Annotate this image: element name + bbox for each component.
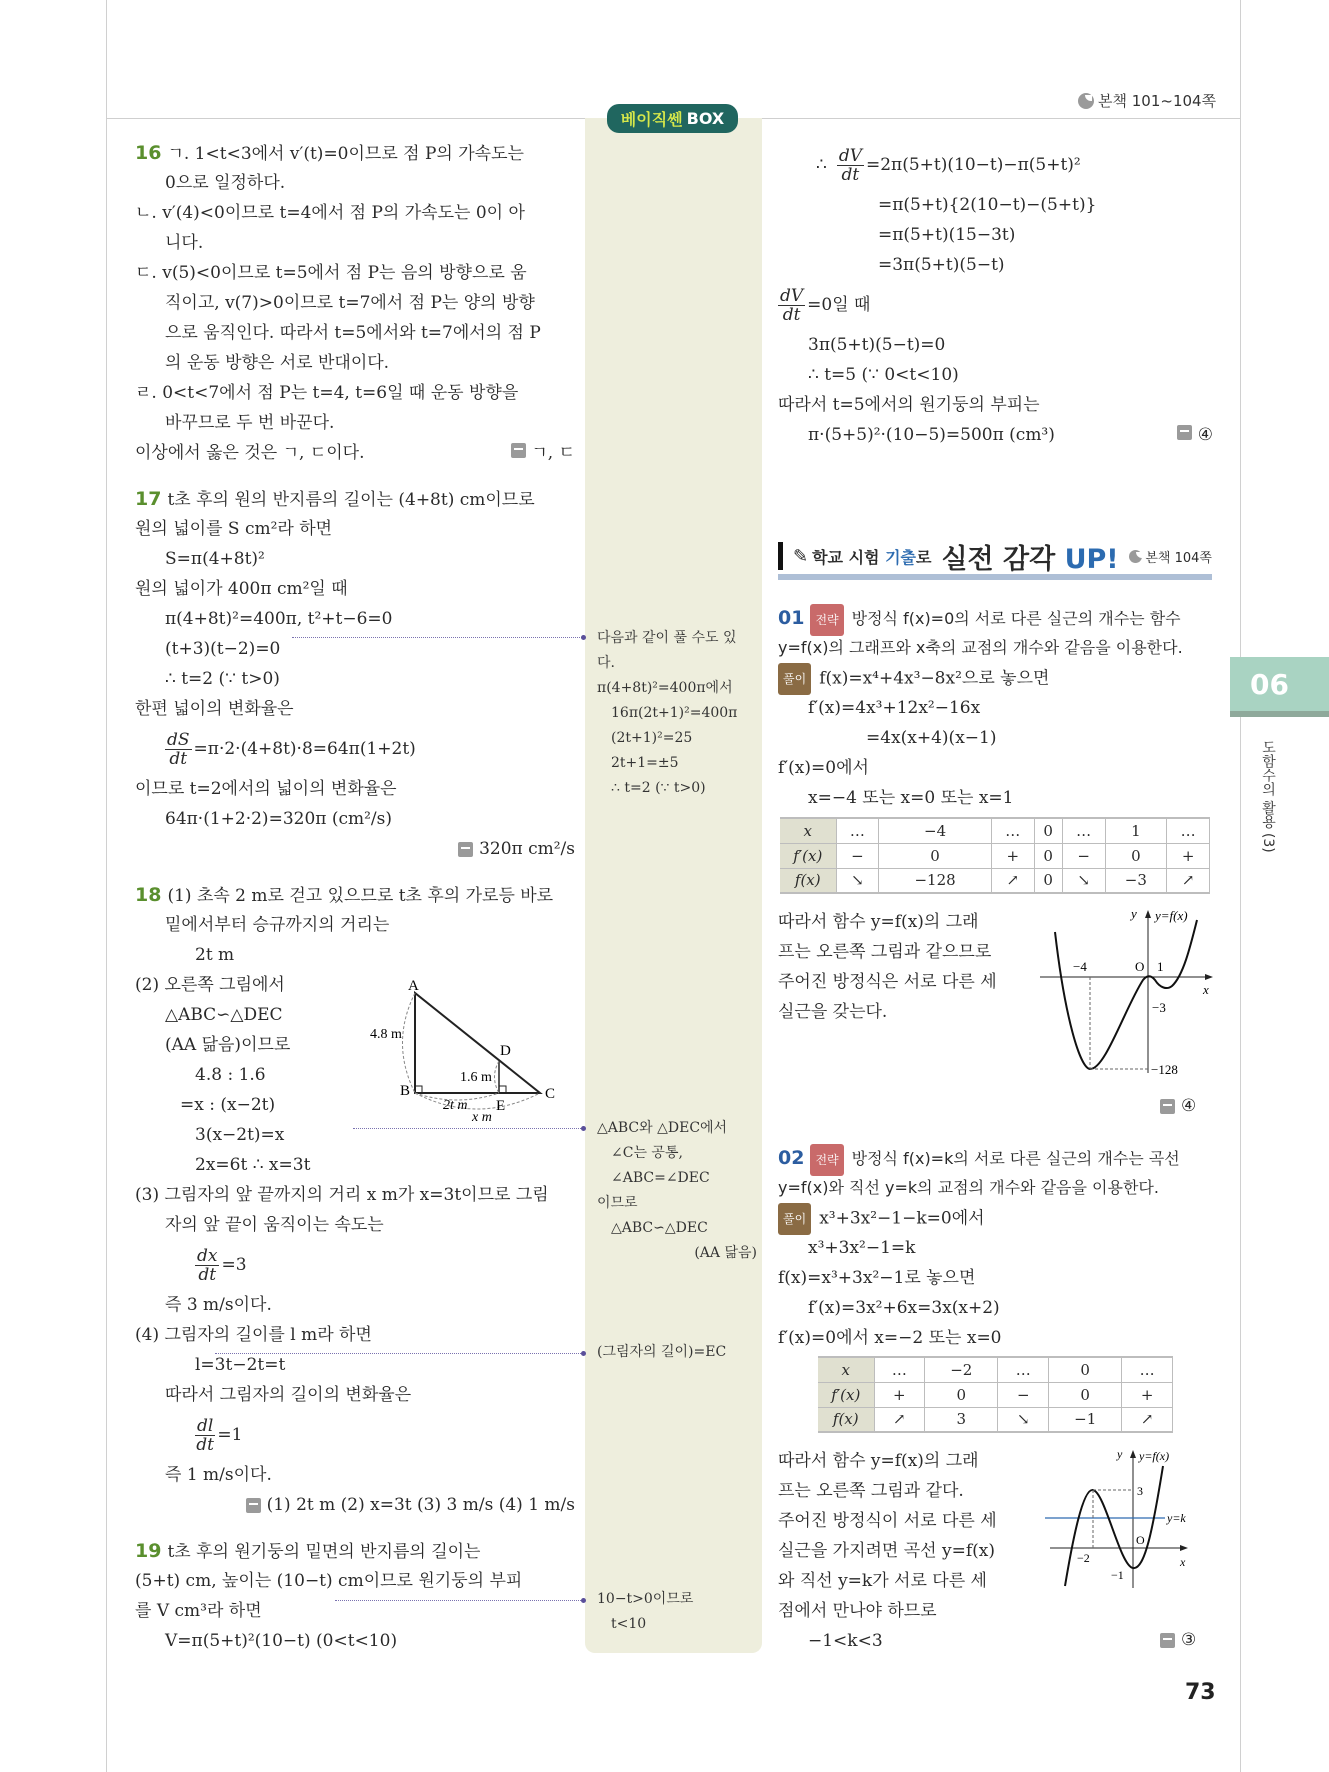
svg-text:O: O xyxy=(1135,959,1145,974)
answer-icon xyxy=(1160,1099,1175,1114)
problem-01: 01 전략 방정식 f(x)=0의 서로 다른 실근의 개수는 함수 y=f(x)의 그래프와 x축의 교점의 개수와 같음을 이용한다. 풀이 f(x)=x⁴+4x³−8x²으로 놓으면 f′(x)=4x³+12x²−16x =4x(x+4)(x−1) f′(x)=0에서 x=−4 또는 x=0 또는 x=1 xyxy=(778,603,1213,813)
heading-bar xyxy=(778,542,783,570)
connector-17 xyxy=(292,637,582,638)
problem-17: 17 t초 후의 원의 반지름의 길이는 (4+8t) cm이므로 원의 넓이를 S cm²라 하면 S=π(4+8t)² 원의 넓이가 400π cm²일 때 π(4+8t)²=400π, t²+t−6=0 (t+3)(t−2)=0 ∴ t=2 (∵ t>0) 한편 넓이의 변화율은 $\frac{dS}{dt}$ =π·2·(4+8t)·8=64π(1+2t) 이므로 t=2에서의 넓이의 변화율은 64π·(1+2·2)=320π (cm²/s) 320π cm²/s xyxy=(135,484,575,864)
graph-01 xyxy=(1035,908,1215,1080)
svg-text:1.6 m: 1.6 m xyxy=(460,1070,492,1085)
answer-icon xyxy=(511,443,526,458)
svg-text:3: 3 xyxy=(1137,1484,1143,1498)
svg-text:x: x xyxy=(1180,1555,1186,1569)
reference-arrow-icon xyxy=(1078,93,1094,109)
solution-tag: 풀이 xyxy=(778,663,811,695)
problem-02: 02 전략 방정식 f(x)=k의 서로 다른 실근의 개수는 곡선 y=f(x)와 직선 y=k의 교점의 개수와 같음을 이용한다. 풀이 x³+3x²−1−k=0에서 x³+3x²−1=k f(x)=x³+3x²−1로 놓으면 f′(x)=3x²+6x=3x(x+2) f′(x)=0에서 x=−2 또는 x=0 xyxy=(778,1143,1213,1353)
svg-text:y=f(x): y=f(x) xyxy=(1139,1449,1170,1463)
answer-01 xyxy=(1160,1096,1196,1116)
connector-19 xyxy=(335,1600,583,1601)
box-note-19: 10−t>0이므로 t<10 xyxy=(597,1591,694,1632)
answer-value: (1) 2t m (2) x=3t (3) 3 m/s (4) 1 m/s xyxy=(266,1495,575,1515)
svg-text:O: O xyxy=(1136,1533,1145,1547)
svg-text:E: E xyxy=(496,1098,506,1114)
svg-text:2t m: 2t m xyxy=(443,1098,468,1113)
svg-text:4.8 m: 4.8 m xyxy=(370,1027,402,1042)
svg-text:−4: −4 xyxy=(1073,959,1087,974)
variation-table-01: x … −4 … 0 … 1 … f′(x) − 0 + 0 − 0 + f(x) ↘ −128 ↗ 0 ↘ −3 ↗ xyxy=(780,817,1210,894)
graph-02 xyxy=(1045,1448,1215,1598)
svg-text:−2: −2 xyxy=(1077,1551,1090,1565)
svg-text:−128: −128 xyxy=(1151,1062,1178,1077)
problem-number: 16 xyxy=(135,142,162,164)
basic-box-label: 베이직쎈 BOX xyxy=(607,104,738,133)
svg-text:C: C xyxy=(545,1086,556,1102)
problem-19: 19 t초 후의 원기둥의 밑면의 반지름의 길이는 (5+t) cm, 높이는 (10−t) cm이므로 원기둥의 부피 를 V cm³라 하면 V=π(5+t)²(10−t) (0<t<10) xyxy=(135,1540,523,1651)
svg-text:y=k: y=k xyxy=(1167,1511,1186,1525)
answer-value: ③ xyxy=(1181,1630,1197,1650)
reference-arrow-icon xyxy=(1129,550,1142,563)
pencil-note-icon: ✎ xyxy=(793,545,809,567)
section-heading: ✎ 학교 시험 기출로 실전 감각 UP! 본책 104쪽 xyxy=(778,538,1212,580)
solution-tag: 풀이 xyxy=(778,1203,811,1235)
page-number: 73 xyxy=(1185,1680,1216,1705)
left-column xyxy=(135,138,575,1656)
variation-table-02: x … −2 … 0 … f′(x) + 0 − 0 + f(x) ↗ 3 ↘ −1 ↗ xyxy=(818,1356,1173,1433)
problem-16: 16 ㄱ. 1<t<3에서 v′(t)=0이므로 점 P의 가속도는 0으로 일정하다. ㄴ. v′(4)<0이므로 t=4에서 점 P의 가속도는 0이 아 니다. ㄷ. v(5)<0이므로 t=5에서 점 P는 음의 방향으로 움 직이고, v(7)>0이므로 t=7에서 점 P는 양의 방향 으로 움직인다. 따라서 t=5에서와 t=7에서의 점 P 의 운동 방향은 서로 반대이다. ㄹ. 0<t<7에서 점 P는 t=4, t=6일 때 운동 방향을 바꾸므로 두 번 바꾼다. 이상에서 옳은 것은 ㄱ, ㄷ이다. ㄱ, ㄷ xyxy=(135,142,575,463)
answer-icon xyxy=(458,842,473,857)
answer-value: ㄱ, ㄷ xyxy=(531,443,575,463)
svg-text:A: A xyxy=(408,978,419,994)
svg-text:y=f(x): y=f(x) xyxy=(1155,908,1188,923)
answer-value: ④ xyxy=(1197,425,1213,445)
svg-text:y: y xyxy=(1117,1448,1123,1461)
problem-01-conclusion: 따라서 함수 y=f(x)의 그래 프는 오른쪽 그림과 같으므로 주어진 방정식은 서로 다른 세 실근을 갖는다. xyxy=(778,912,997,1022)
svg-text:1: 1 xyxy=(1157,959,1164,974)
problem-19-continued: ∴ $\frac{dV}{dt}$ =2π(5+t)(10−t)−π(5+t)² =π(5+t){2(10−t)−(5+t)} =π(5+t)(15−3t) =3π(5+t)(5−t) $\frac{dV}{dt}$ =0일 때 3π(5+t)(5−t)=0 ∴ t=5 (∵ 0<t<10) 따라서 t=5에서의 원기둥의 부피는 π·(5+5)²·(10−5)=500π (cm³) ④ xyxy=(778,145,1213,445)
box-note-17: 다음과 같이 풀 수도 있 다. π(4+8t)²=400π에서 16π(2t+1)²=400π (2t+1)²=25 2t+1=±5 ∴ t=2 (∵ t>0) xyxy=(597,630,738,796)
strategy-tag: 전략 xyxy=(810,604,843,636)
box-note-18b: (그림자의 길이)=EC xyxy=(597,1344,727,1360)
problem-02-conclusion: 따라서 함수 y=f(x)의 그래 프는 오른쪽 그림과 같다. 주어진 방정식이 서로 다른 세 실근을 가지려면 곡선 y=f(x) 와 직선 y=k가 서로 다른 세 점에서 만나야 하므로 −1<k<3 xyxy=(778,1451,997,1651)
answer-02 xyxy=(1160,1630,1196,1650)
answer-icon xyxy=(1160,1633,1175,1648)
textbook-reference: 본책 101~104쪽 xyxy=(1078,90,1216,111)
page-left-border xyxy=(106,0,107,1772)
svg-text:D: D xyxy=(500,1043,511,1059)
strategy-tag: 전략 xyxy=(810,1144,843,1176)
svg-text:−3: −3 xyxy=(1152,1000,1166,1015)
svg-text:B: B xyxy=(400,1083,411,1099)
answer-value: ④ xyxy=(1181,1096,1197,1116)
connector-18 xyxy=(353,1128,583,1129)
svg-text:x: x xyxy=(1203,982,1209,997)
answer-icon xyxy=(1177,425,1192,440)
chapter-title: 도함수의 활용 (3) xyxy=(1260,740,1276,853)
connector-18b xyxy=(215,1353,583,1354)
similar-triangles-figure xyxy=(360,975,575,1125)
problem-18: 18 (1) 초속 2 m로 걷고 있으므로 t초 후의 가로등 바로 밑에서부터 승규까지의 거리는 2t m (2) 오른쪽 그림에서 △ABC∽△DEC (AA 닮음)이므로 4.8 : 1.6 =x : (x−2t) 3(x−2t)=x 2x=6t ∴ x=3t (3) 그림자의 앞 끝까지의 거리 x m가 x=3t이므로 그림 자의 앞 끝이 움직이는 속도는 $\frac{dx}{dt}$ =3 즉 3 m/s이다. (4) 그림자의 길이를 l m라 하면 l=3t−2t=t 따라서 그림자의 길이의 변화율은 $\frac{dl}{dt}$ =1 즉 1 m/s이다. (1) 2t m (2) x=3t (3) 3 m/s (4) 1 m/s xyxy=(135,880,575,1520)
svg-text:x m: x m xyxy=(472,1110,492,1125)
derivative-fraction: $\frac{dS}{dt}$ xyxy=(167,729,190,769)
answer-value: 320π cm²/s xyxy=(479,839,575,859)
box-note-18: △ABC와 △DEC에서 ∠C는 공통, ∠ABC=∠DEC 이므로 △ABC∽△DEC (AA 닮음) xyxy=(597,1120,757,1261)
chapter-tab[interactable]: 06 xyxy=(1230,657,1329,717)
svg-text:y: y xyxy=(1131,908,1137,921)
basic-box-column xyxy=(585,118,762,1653)
page-right-border xyxy=(1240,0,1241,1772)
answer-icon xyxy=(246,1498,261,1513)
svg-text:−1: −1 xyxy=(1111,1568,1124,1582)
